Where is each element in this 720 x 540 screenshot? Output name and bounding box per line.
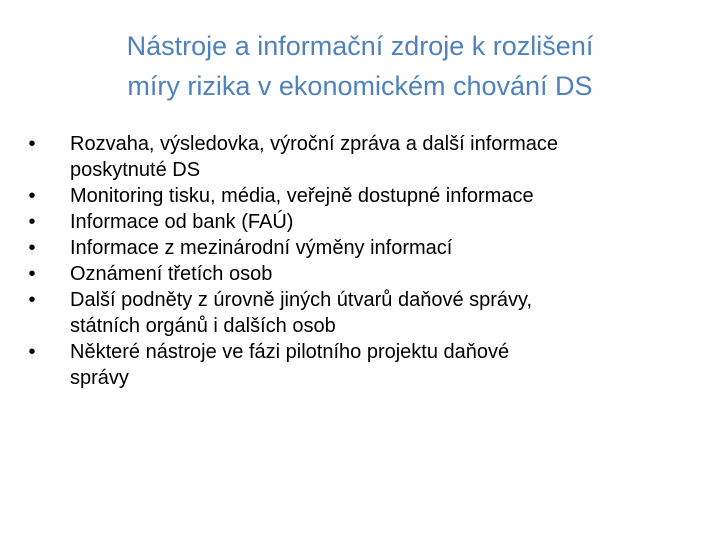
bullet-icon: • — [28, 185, 36, 207]
bullet-icon: • — [28, 211, 36, 233]
bullet-text-line: Informace z mezinárodní výměny informací — [70, 237, 453, 259]
slide-title-line: míry rizika v ekonomickém chování DS — [127, 71, 593, 101]
slide-title — [40, 26, 680, 106]
bullet-icon: • — [28, 341, 36, 363]
bullet-text-line: Další podněty z úrovně jiných útvarů daňové správy, — [70, 289, 533, 311]
bullet-text-line: Monitoring tisku, média, veřejně dostupné informace — [70, 185, 534, 207]
bullet-text-line: poskytnuté DS — [70, 159, 201, 181]
bullet-list — [22, 131, 692, 391]
bullet-icon: • — [28, 289, 36, 311]
bullet-text-line: Některé nástroje ve fázi pilotního projektu daňové — [70, 341, 510, 363]
bullet-icon: • — [28, 237, 36, 259]
bullet-icon: • — [28, 133, 36, 155]
bullet-item — [22, 235, 692, 261]
bullet-item — [22, 183, 692, 209]
bullet-text-line: Oznámení třetích osob — [70, 263, 273, 285]
slide-title-line: Nástroje a informační zdroje k rozlišení — [126, 31, 594, 61]
bullet-text-line: Informace od bank (FAÚ) — [70, 211, 294, 233]
bullet-text-line: Rozvaha, výsledovka, výroční zpráva a další informace — [70, 133, 558, 155]
bullet-text-line: státních orgánů i dalších osob — [70, 315, 336, 337]
bullet-item — [22, 287, 692, 339]
bullet-item — [22, 209, 692, 235]
bullet-item — [22, 339, 692, 391]
bullet-item — [22, 131, 692, 183]
bullet-icon: • — [28, 263, 36, 285]
bullet-item — [22, 261, 692, 287]
bullet-text-line: správy — [70, 367, 129, 389]
